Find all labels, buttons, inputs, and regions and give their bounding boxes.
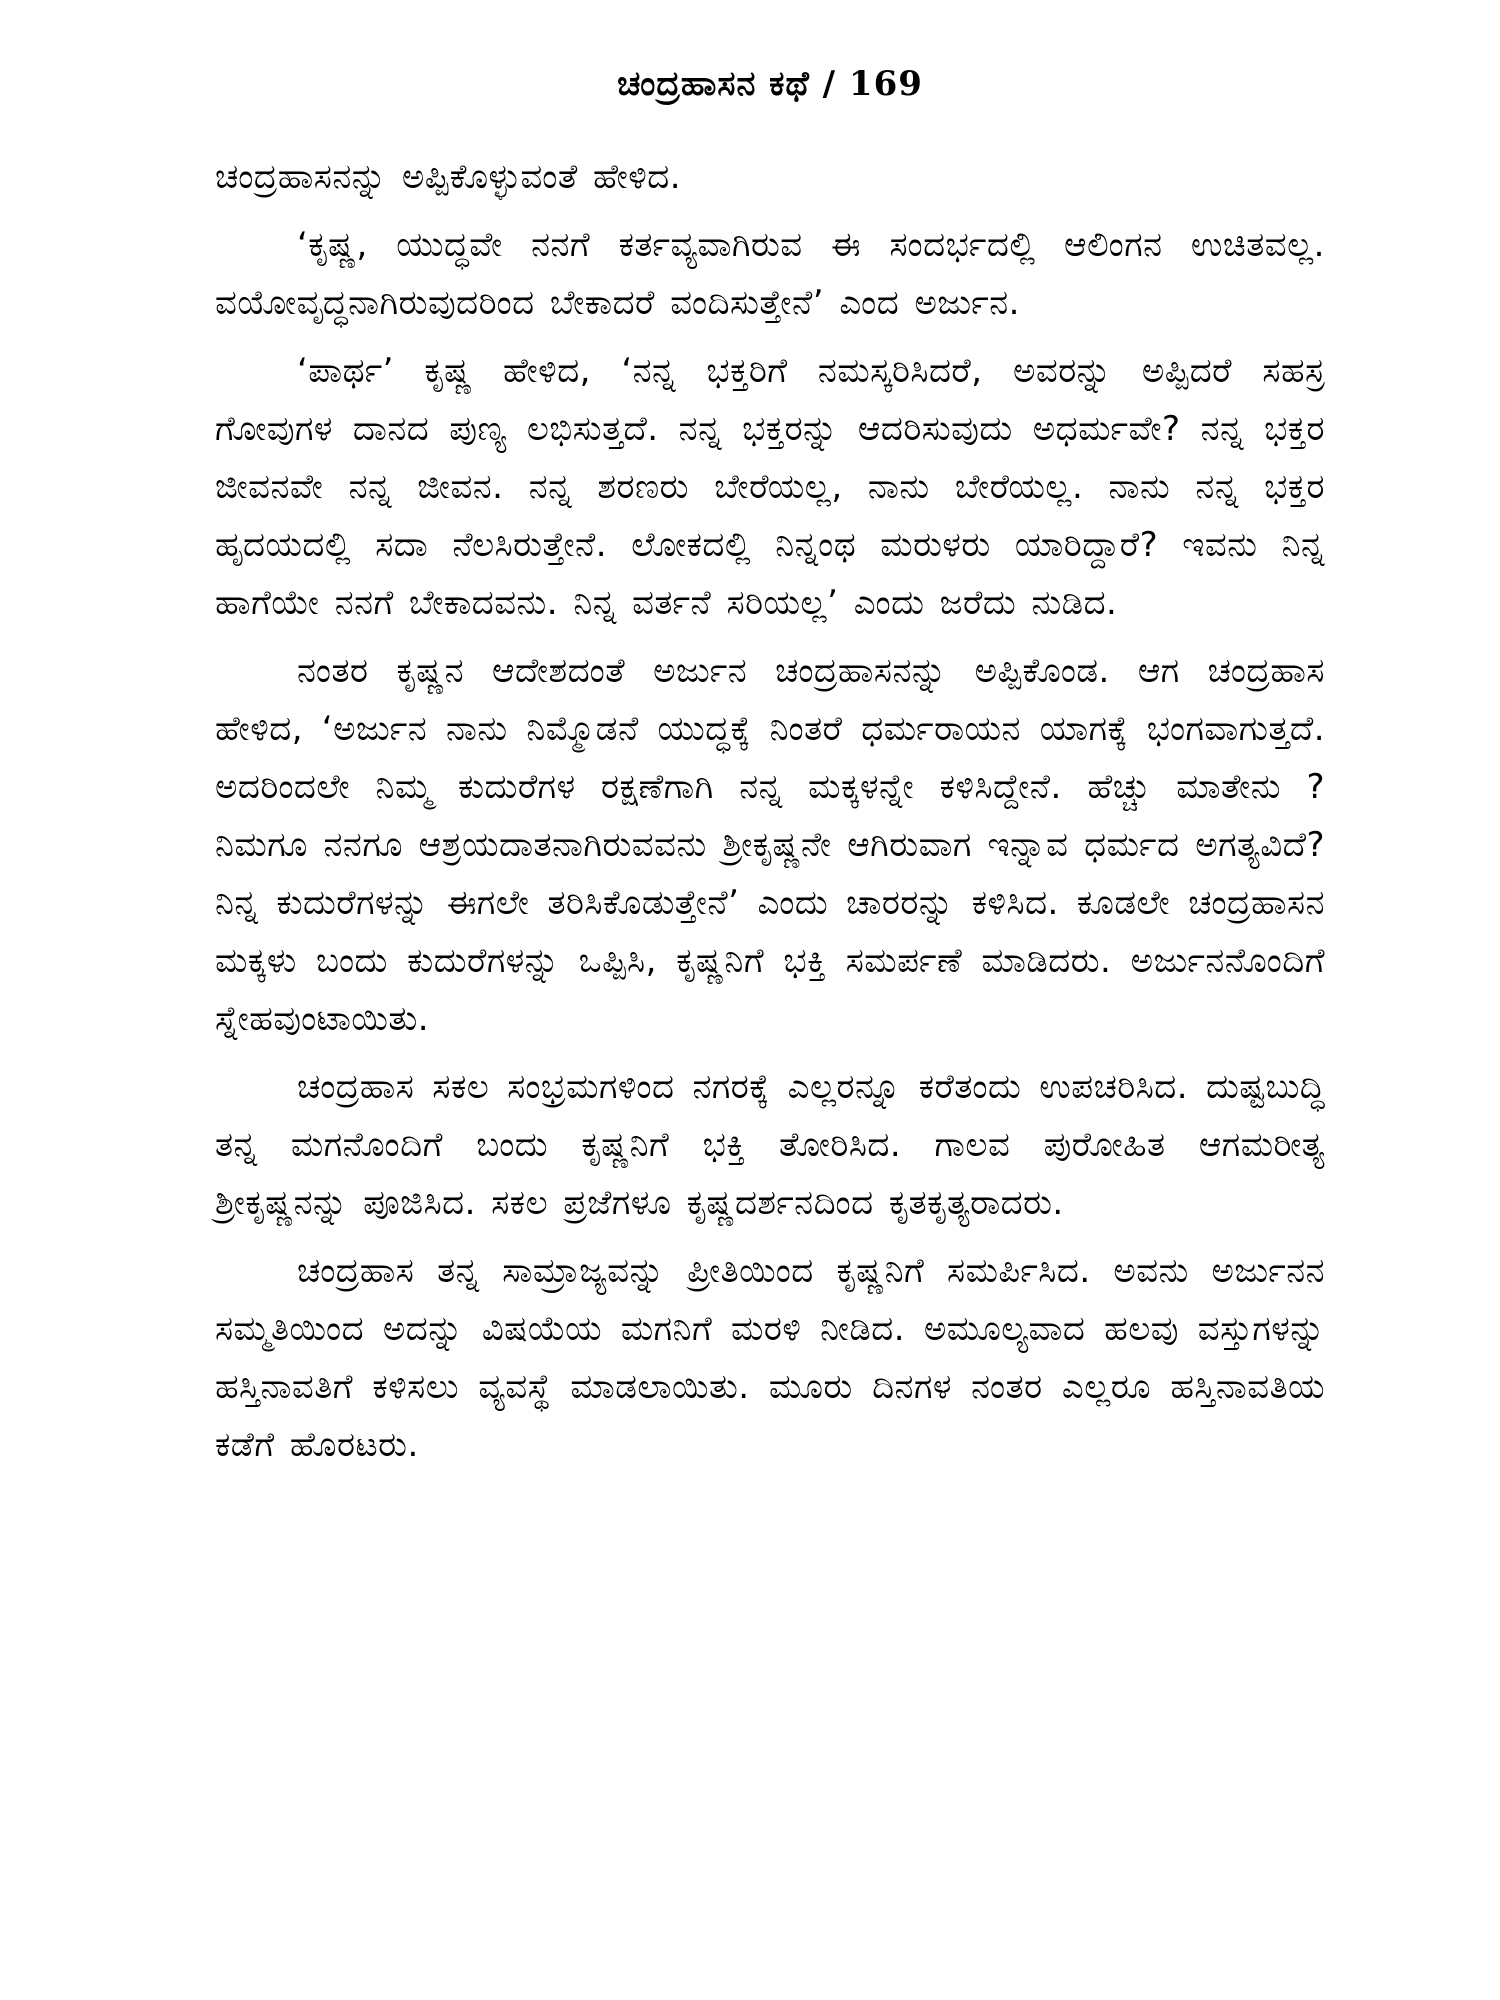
paragraph: ‘ಕೃಷ್ಣ, ಯುದ್ಧವೇ ನನಗೆ ಕರ್ತವ್ಯವಾಗಿರುವ ಈ ಸಂದರ್ಭದಲ್ಲಿ ಆಲಿಂಗನ ಉಚಿತವಲ್ಲ. ವಯೋವೃದ್ಧನಾಗಿರುವುದರಿಂದ ಬೇಕಾದರೆ ವಂದಿಸುತ್ತೇನೆ’ ಎಂದ ಅರ್ಜುನ. xyxy=(215,225,1325,323)
running-title: ಚಂದ್ರಹಾಸನ ಕಥೆ xyxy=(617,64,810,104)
running-head-separator: / xyxy=(822,64,837,104)
book-page xyxy=(215,60,1325,1960)
paragraph: ಚಂದ್ರಹಾಸ ತನ್ನ ಸಾಮ್ರಾಜ್ಯವನ್ನು ಪ್ರೀತಿಯಿಂದ ಕೃಷ್ಣನಿಗೆ ಸಮರ್ಪಿಸಿದ. ಅವನು ಅರ್ಜುನನ ಸಮ್ಮತಿಯಿಂದ ಅದನ್ನು ವಿಷಯೆಯ ಮಗನಿಗೆ ಮರಳಿ ನೀಡಿದ. ಅಮೂಲ್ಯವಾದ ಹಲವು ವಸ್ತುಗಳನ್ನು ಹಸ್ತಿನಾವತಿಗೆ ಕಳಿಸಲು ವ್ಯವಸ್ಥೆ ಮಾಡಲಾಯಿತು. ಮೂರು ದಿನಗಳ ನಂತರ ಎಲ್ಲರೂ ಹಸ್ತಿನಾವತಿಯ ಕಡೆಗೆ ಹೊರಟರು. xyxy=(215,1251,1325,1465)
page-body xyxy=(215,148,1325,1474)
page-number: 169 xyxy=(848,64,923,104)
paragraph: ಚಂದ್ರಹಾಸ ಸಕಲ ಸಂಭ್ರಮಗಳಿಂದ ನಗರಕ್ಕೆ ಎಲ್ಲರನ್ನೂ ಕರೆತಂದು ಉಪಚರಿಸಿದ. ದುಷ್ಟಬುದ್ಧಿ ತನ್ನ ಮಗನೊಂದಿಗೆ ಬಂದು ಕೃಷ್ಣನಿಗೆ ಭಕ್ತಿ ತೋರಿಸಿದ. ಗಾಲವ ಪುರೋಹಿತ ಆಗಮರೀತ್ಯ ಶ್ರೀಕೃಷ್ಣನನ್ನು ಪೂಜಿಸಿದ. ಸಕಲ ಪ್ರಜೆಗಳೂ ಕೃಷ್ಣದರ್ಶನದಿಂದ ಕೃತಕೃತ್ಯರಾದರು. xyxy=(215,1067,1325,1223)
running-head xyxy=(215,60,1325,108)
paragraph: ಚಂದ್ರಹಾಸನನ್ನು ಅಪ್ಪಿಕೊಳ್ಳುವಂತೆ ಹೇಳಿದ. xyxy=(215,157,682,197)
paragraph: ನಂತರ ಕೃಷ್ಣನ ಆದೇಶದಂತೆ ಅರ್ಜುನ ಚಂದ್ರಹಾಸನನ್ನು ಅಪ್ಪಿಕೊಂಡ. ಆಗ ಚಂದ್ರಹಾಸ ಹೇಳಿದ, ‘ಅರ್ಜುನ ನಾನು ನಿಮ್ಮೊಡನೆ ಯುದ್ಧಕ್ಕೆ ನಿಂತರೆ ಧರ್ಮರಾಯನ ಯಾಗಕ್ಕೆ ಭಂಗವಾಗುತ್ತದೆ. ಅದರಿಂದಲೇ ನಿಮ್ಮ ಕುದುರೆಗಳ ರಕ್ಷಣೆಗಾಗಿ ನನ್ನ ಮಕ್ಕಳನ್ನೇ ಕಳಿಸಿದ್ದೇನೆ. ಹೆಚ್ಚು ಮಾತೇನು ? ನಿಮಗೂ ನನಗೂ ಆಶ್ರಯದಾತನಾಗಿರುವವನು ಶ್ರೀಕೃಷ್ಣನೇ ಆಗಿರುವಾಗ ಇನ್ನಾವ ಧರ್ಮದ ಅಗತ್ಯವಿದೆ? ನಿನ್ನ ಕುದುರೆಗಳನ್ನು ಈಗಲೇ ತರಿಸಿಕೊಡುತ್ತೇನೆ’ ಎಂದು ಚಾರರನ್ನು ಕಳಿಸಿದ. ಕೂಡಲೇ ಚಂದ್ರಹಾಸನ ಮಕ್ಕಳು ಬಂದು ಕುದುರೆಗಳನ್ನು ಒಪ್ಪಿಸಿ, ಕೃಷ್ಣನಿಗೆ ಭಕ್ತಿ ಸಮರ್ಪಣೆ ಮಾಡಿದರು. ಅರ್ಜುನನೊಂದಿಗೆ ಸ್ನೇಹವುಂಟಾಯಿತು. xyxy=(215,651,1325,1039)
paragraph: ‘ಪಾರ್ಥ’ ಕೃಷ್ಣ ಹೇಳಿದ, ‘ನನ್ನ ಭಕ್ತರಿಗೆ ನಮಸ್ಕರಿಸಿದರೆ, ಅವರನ್ನು ಅಪ್ಪಿದರೆ ಸಹಸ್ರ ಗೋವುಗಳ ದಾನದ ಪುಣ್ಯ ಲಭಿಸುತ್ತದೆ. ನನ್ನ ಭಕ್ತರನ್ನು ಆದರಿಸುವುದು ಅಧರ್ಮವೇ? ನನ್ನ ಭಕ್ತರ ಜೀವನವೇ ನನ್ನ ಜೀವನ. ನನ್ನ ಶರಣರು ಬೇರೆಯಲ್ಲ, ನಾನು ಬೇರೆಯಲ್ಲ. ನಾನು ನನ್ನ ಭಕ್ತರ ಹೃದಯದಲ್ಲಿ ಸದಾ ನೆಲಸಿರುತ್ತೇನೆ. ಲೋಕದಲ್ಲಿ ನಿನ್ನಂಥ ಮರುಳರು ಯಾರಿದ್ದಾರೆ? ಇವನು ನಿನ್ನ ಹಾಗೆಯೇ ನನಗೆ ಬೇಕಾದವನು. ನಿನ್ನ ವರ್ತನೆ ಸರಿಯಲ್ಲ’ ಎಂದು ಜರೆದು ನುಡಿದ. xyxy=(215,351,1325,623)
